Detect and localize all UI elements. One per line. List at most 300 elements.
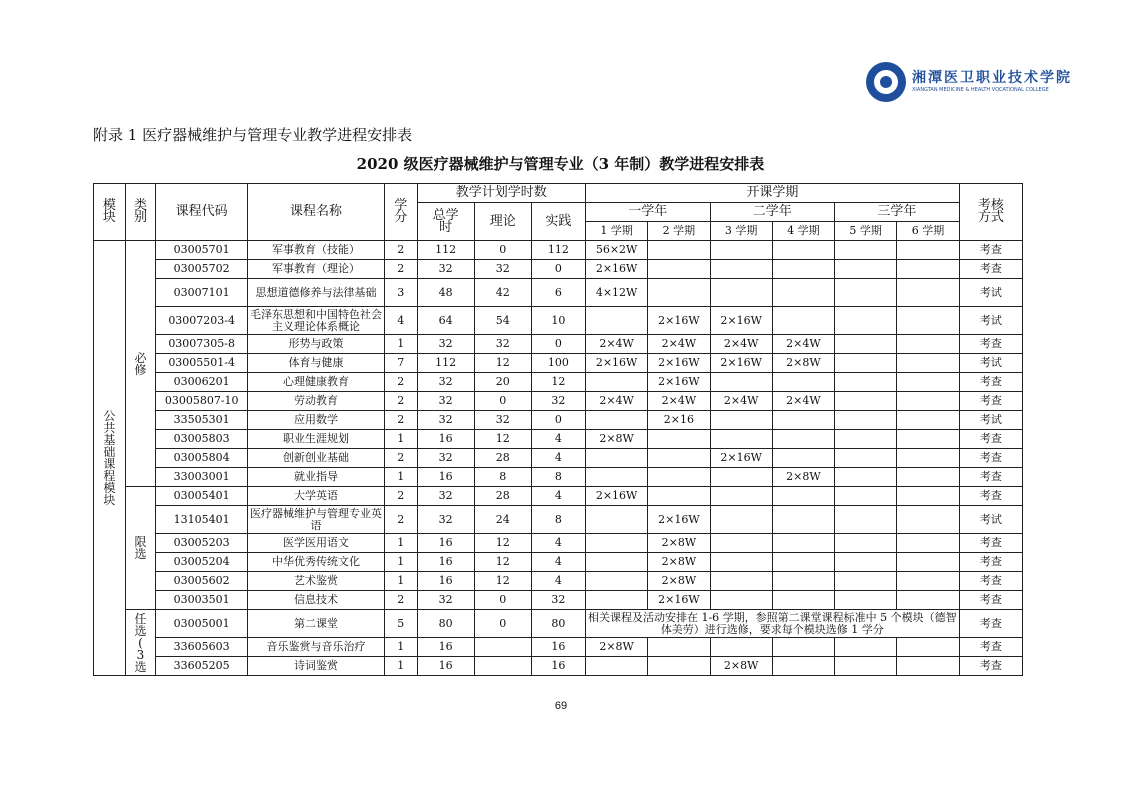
cell-t6: [897, 392, 959, 411]
cell-t1: [585, 534, 647, 553]
cell-t4: [772, 373, 834, 392]
cell-t6: [897, 487, 959, 506]
header-terms: 开课学期: [585, 184, 959, 203]
cell-theory: 12: [474, 430, 531, 449]
cell-t5: [835, 591, 897, 610]
cell-exam: 考查: [959, 468, 1022, 487]
cell-name: 体育与健康: [248, 354, 385, 373]
table-row: [94, 506, 1023, 534]
cell-t3: 2×16W: [710, 307, 772, 335]
cell-exam: 考试: [959, 411, 1022, 430]
cell-t2: [648, 260, 710, 279]
table-row: [94, 572, 1023, 591]
cell-total: 112: [417, 354, 474, 373]
cell-t3: [710, 241, 772, 260]
cell-practice: 12: [531, 373, 585, 392]
cell-credit: 1: [384, 638, 417, 657]
cell-exam: 考试: [959, 354, 1022, 373]
cell-theory: 12: [474, 572, 531, 591]
cell-name: 中华优秀传统文化: [248, 553, 385, 572]
cell-name: 军事教育（技能）: [248, 241, 385, 260]
table-row: [94, 335, 1023, 354]
table-row: [94, 487, 1023, 506]
cell-total: 16: [417, 572, 474, 591]
cell-t5: [835, 392, 897, 411]
table-row: [94, 657, 1023, 676]
header-term-5: 5 学期: [835, 222, 897, 241]
cell-code: 03007203-4: [156, 307, 248, 335]
table-row: [94, 279, 1023, 307]
header-module: 模 块: [94, 184, 126, 241]
category-required: 必 修: [125, 241, 156, 487]
cell-t6: [897, 534, 959, 553]
cell-t5: [835, 411, 897, 430]
cell-t4: 2×8W: [772, 354, 834, 373]
cell-exam: 考查: [959, 335, 1022, 354]
cell-code: 33003001: [156, 468, 248, 487]
cell-t4: [772, 553, 834, 572]
cell-t5: [835, 638, 897, 657]
cell-practice: 4: [531, 572, 585, 591]
cell-t1: 2×4W: [585, 335, 647, 354]
cell-t6: [897, 241, 959, 260]
cell-t1: [585, 657, 647, 676]
cell-code: 03005501-4: [156, 354, 248, 373]
cell-exam: 考查: [959, 430, 1022, 449]
cell-t5: [835, 487, 897, 506]
table-row: [94, 307, 1023, 335]
cell-t3: [710, 572, 772, 591]
cell-t2: [648, 241, 710, 260]
cell-practice: 0: [531, 260, 585, 279]
cell-credit: 1: [384, 657, 417, 676]
cell-t5: [835, 335, 897, 354]
cell-exam: 考试: [959, 506, 1022, 534]
cell-code: 03005203: [156, 534, 248, 553]
cell-t2: [648, 487, 710, 506]
header-category: 类 别: [125, 184, 156, 241]
cell-exam: 考查: [959, 572, 1022, 591]
cell-t1: [585, 307, 647, 335]
schedule-table: [93, 183, 1023, 676]
cell-t1: 56×2W: [585, 241, 647, 260]
table-row: [94, 553, 1023, 572]
cell-t6: [897, 335, 959, 354]
cell-exam: 考查: [959, 534, 1022, 553]
cell-t3: 2×4W: [710, 335, 772, 354]
table-title: 2020 级医疗器械维护与管理专业（3 年制）教学进程安排表: [356, 155, 765, 173]
cell-theory: 12: [474, 354, 531, 373]
cell-t6: [897, 468, 959, 487]
cell-practice: 4: [531, 534, 585, 553]
cell-total: 16: [417, 657, 474, 676]
cell-t4: [772, 487, 834, 506]
cell-credit: 2: [384, 449, 417, 468]
cell-t6: [897, 354, 959, 373]
cell-t1: [585, 591, 647, 610]
college-logo: [866, 62, 1072, 104]
cell-t2: [648, 638, 710, 657]
cell-theory: [474, 657, 531, 676]
cell-practice: 8: [531, 468, 585, 487]
cell-t2: 2×4W: [648, 392, 710, 411]
logo-english-name: XIANGTAN MEDICINE & HEALTH VOCATIONAL COLLEGE: [912, 87, 1049, 93]
cell-t2: 2×16W: [648, 506, 710, 534]
cell-t2: [648, 468, 710, 487]
table-row: [94, 638, 1023, 657]
cell-t6: [897, 638, 959, 657]
cell-theory: [474, 638, 531, 657]
cell-t3: [710, 260, 772, 279]
header-term-4: 4 学期: [772, 222, 834, 241]
cell-practice: 112: [531, 241, 585, 260]
cell-exam: 考试: [959, 279, 1022, 307]
cell-t1: 2×16W: [585, 260, 647, 279]
header-term-2: 2 学期: [648, 222, 710, 241]
cell-code: 03005804: [156, 449, 248, 468]
cell-total: 16: [417, 430, 474, 449]
table-row: [94, 392, 1023, 411]
cell-practice: 4: [531, 449, 585, 468]
cell-exam: 考查: [959, 553, 1022, 572]
cell-exam: 考查: [959, 392, 1022, 411]
header-practice: 实践: [531, 203, 585, 241]
cell-theory: 12: [474, 553, 531, 572]
cell-t6: [897, 591, 959, 610]
cell-code: 03007101: [156, 279, 248, 307]
cell-practice: 6: [531, 279, 585, 307]
cell-name: 信息技术: [248, 591, 385, 610]
cell-t4: [772, 506, 834, 534]
cell-total: 32: [417, 392, 474, 411]
table-row: [94, 534, 1023, 553]
cell-total: 112: [417, 241, 474, 260]
cell-practice: 0: [531, 335, 585, 354]
cell-t5: [835, 430, 897, 449]
table-row: [94, 449, 1023, 468]
cell-name: 应用数学: [248, 411, 385, 430]
cell-credit: 2: [384, 506, 417, 534]
cell-theory: 0: [474, 241, 531, 260]
cell-t6: [897, 411, 959, 430]
cell-t4: [772, 638, 834, 657]
cell-t6: [897, 373, 959, 392]
cell-total: 32: [417, 260, 474, 279]
cell-t2: 2×16W: [648, 354, 710, 373]
cell-credit: 1: [384, 335, 417, 354]
cell-t5: [835, 534, 897, 553]
cell-t2: 2×4W: [648, 335, 710, 354]
cell-code: 03005204: [156, 553, 248, 572]
cell-t4: [772, 449, 834, 468]
cell-theory: 32: [474, 411, 531, 430]
module-label: 公 共 基 础 课 程 模 块: [94, 241, 126, 676]
cell-t4: 2×4W: [772, 392, 834, 411]
cell-t1: [585, 373, 647, 392]
cell-code: 13105401: [156, 506, 248, 534]
cell-t2: 2×16: [648, 411, 710, 430]
cell-total: 64: [417, 307, 474, 335]
cell-t1: [585, 572, 647, 591]
cell-practice: 100: [531, 354, 585, 373]
cell-t1: 2×16W: [585, 354, 647, 373]
cell-t6: [897, 260, 959, 279]
cell-credit: 1: [384, 534, 417, 553]
cell-t5: [835, 572, 897, 591]
cell-credit: 2: [384, 373, 417, 392]
cell-t5: [835, 260, 897, 279]
cell-total: 16: [417, 638, 474, 657]
cell-name: 思想道德修养与法律基础: [248, 279, 385, 307]
cell-practice: 32: [531, 591, 585, 610]
cell-t3: 2×16W: [710, 354, 772, 373]
cell-t5: [835, 506, 897, 534]
cell-theory: 24: [474, 506, 531, 534]
cell-credit: 4: [384, 307, 417, 335]
cell-credit: 2: [384, 411, 417, 430]
cell-name: 军事教育（理论）: [248, 260, 385, 279]
cell-credit: 3: [384, 279, 417, 307]
cell-exam: 考查: [959, 449, 1022, 468]
cell-total: 16: [417, 468, 474, 487]
cell-name: 心理健康教育: [248, 373, 385, 392]
cell-t4: [772, 307, 834, 335]
cell-t5: [835, 657, 897, 676]
cell-credit: 5: [384, 610, 417, 638]
cell-credit: 1: [384, 572, 417, 591]
header-hours: 教学计划学时数: [417, 184, 585, 203]
cell-total: 32: [417, 506, 474, 534]
cell-theory: 0: [474, 610, 531, 638]
cell-code: 03005807-10: [156, 392, 248, 411]
cell-t1: 2×16W: [585, 487, 647, 506]
cell-t6: [897, 572, 959, 591]
schedule-table-body: [94, 241, 1023, 676]
cell-total: 16: [417, 553, 474, 572]
cell-t4: [772, 260, 834, 279]
cell-t6: [897, 307, 959, 335]
cell-t3: [710, 468, 772, 487]
header-code: 课程代码: [156, 184, 248, 241]
cell-code: 33505301: [156, 411, 248, 430]
cell-name: 毛泽东思想和中国特色社会主义理论体系概论: [248, 307, 385, 335]
appendix-heading: 附录 1 医疗器械维护与管理专业教学进程安排表: [93, 126, 413, 144]
cell-t1: [585, 553, 647, 572]
cell-t3: [710, 638, 772, 657]
cell-t2: 2×16W: [648, 373, 710, 392]
cell-exam: 考试: [959, 307, 1022, 335]
cell-t4: [772, 241, 834, 260]
cell-total: 16: [417, 534, 474, 553]
cell-t6: [897, 430, 959, 449]
cell-code: 03005401: [156, 487, 248, 506]
cell-t2: 2×8W: [648, 572, 710, 591]
cell-total: 48: [417, 279, 474, 307]
cell-name: 诗词鉴赏: [248, 657, 385, 676]
cell-t5: [835, 553, 897, 572]
cell-name: 大学英语: [248, 487, 385, 506]
cell-t2: [648, 449, 710, 468]
cell-credit: 1: [384, 553, 417, 572]
table-row: [94, 354, 1023, 373]
cell-exam: 考查: [959, 260, 1022, 279]
cell-t4: [772, 430, 834, 449]
cell-t6: [897, 657, 959, 676]
cell-credit: 2: [384, 241, 417, 260]
cell-t3: [710, 534, 772, 553]
header-exam: 考核 方式: [959, 184, 1022, 241]
cell-t1: [585, 411, 647, 430]
cell-t2: [648, 657, 710, 676]
cell-t1: [585, 449, 647, 468]
cell-t3: 2×16W: [710, 449, 772, 468]
page-number: 69: [554, 700, 568, 712]
cell-exam: 考查: [959, 610, 1022, 638]
table-row: [94, 430, 1023, 449]
cell-t3: [710, 591, 772, 610]
cell-theory: 28: [474, 449, 531, 468]
cell-code: 33605205: [156, 657, 248, 676]
category-elective: 任 选 ( 3 选: [125, 610, 156, 676]
cell-t4: [772, 572, 834, 591]
header-term-3: 3 学期: [710, 222, 772, 241]
cell-theory: 0: [474, 392, 531, 411]
cell-t6: [897, 506, 959, 534]
table-row: [94, 468, 1023, 487]
table-row: [94, 241, 1023, 260]
header-theory: 理论: [474, 203, 531, 241]
cell-theory: 20: [474, 373, 531, 392]
cell-total: 32: [417, 487, 474, 506]
cell-theory: 0: [474, 591, 531, 610]
header-year2: 二学年: [710, 203, 835, 222]
cell-name: 劳动教育: [248, 392, 385, 411]
cell-name: 艺术鉴赏: [248, 572, 385, 591]
cell-exam: 考查: [959, 657, 1022, 676]
cell-credit: 1: [384, 468, 417, 487]
cell-t4: [772, 534, 834, 553]
cell-t2: 2×16W: [648, 591, 710, 610]
cell-t4: [772, 411, 834, 430]
header-year1: 一学年: [585, 203, 710, 222]
cell-t3: [710, 373, 772, 392]
cell-exam: 考查: [959, 638, 1022, 657]
cell-theory: 8: [474, 468, 531, 487]
cell-code: 03007305-8: [156, 335, 248, 354]
cell-t4: [772, 591, 834, 610]
cell-theory: 32: [474, 335, 531, 354]
cell-t4: [772, 279, 834, 307]
cell-name: 职业生涯规划: [248, 430, 385, 449]
cell-practice: 8: [531, 506, 585, 534]
cell-t4: [772, 657, 834, 676]
cell-practice: 80: [531, 610, 585, 638]
cell-practice: 4: [531, 553, 585, 572]
cell-t2: 2×8W: [648, 553, 710, 572]
header-term-6: 6 学期: [897, 222, 959, 241]
cell-code: 03005803: [156, 430, 248, 449]
cell-name: 医疗器械维护与管理专业英语: [248, 506, 385, 534]
header-total: 总学 时: [417, 203, 474, 241]
cell-t1: [585, 506, 647, 534]
cell-theory: 28: [474, 487, 531, 506]
cell-t3: [710, 553, 772, 572]
cell-t3: [710, 279, 772, 307]
cell-t4: 2×8W: [772, 468, 834, 487]
cell-total: 32: [417, 591, 474, 610]
cell-t6: [897, 553, 959, 572]
cell-theory: 42: [474, 279, 531, 307]
cell-total: 32: [417, 449, 474, 468]
cell-practice: 16: [531, 638, 585, 657]
cell-t3: [710, 487, 772, 506]
cell-total: 32: [417, 335, 474, 354]
header-year3: 三学年: [835, 203, 960, 222]
cell-practice: 10: [531, 307, 585, 335]
cell-t5: [835, 279, 897, 307]
cell-credit: 2: [384, 260, 417, 279]
cell-code: 03005602: [156, 572, 248, 591]
cell-name: 就业指导: [248, 468, 385, 487]
cell-exam: 考查: [959, 373, 1022, 392]
cell-practice: 16: [531, 657, 585, 676]
cell-exam: 考查: [959, 591, 1022, 610]
cell-practice: 0: [531, 411, 585, 430]
cell-theory: 12: [474, 534, 531, 553]
table-row: [94, 591, 1023, 610]
cell-credit: 2: [384, 392, 417, 411]
header-credit: 学 分: [384, 184, 417, 241]
cell-exam: 考查: [959, 487, 1022, 506]
cell-t1: 2×4W: [585, 392, 647, 411]
cell-t1: [585, 468, 647, 487]
cell-credit: 2: [384, 591, 417, 610]
cell-t2: [648, 279, 710, 307]
cell-theory: 32: [474, 260, 531, 279]
table-row: [94, 411, 1023, 430]
cell-t2: [648, 430, 710, 449]
cell-name: 创新创业基础: [248, 449, 385, 468]
cell-t6: [897, 449, 959, 468]
table-row: [94, 373, 1023, 392]
cell-t1: 4×12W: [585, 279, 647, 307]
cell-t1: 2×8W: [585, 638, 647, 657]
cell-total: 32: [417, 411, 474, 430]
logo-chinese-name: 湘潭医卫职业技术学院: [912, 70, 1072, 86]
cell-practice: 4: [531, 487, 585, 506]
header-term-1: 1 学期: [585, 222, 647, 241]
cell-name: 音乐鉴赏与音乐治疗: [248, 638, 385, 657]
cell-code: 03005001: [156, 610, 248, 638]
cell-t5: [835, 307, 897, 335]
cell-code: 03005701: [156, 241, 248, 260]
cell-t2: 2×16W: [648, 307, 710, 335]
category-limited: 限 选: [125, 487, 156, 610]
cell-t3: [710, 411, 772, 430]
cell-t1: 2×8W: [585, 430, 647, 449]
cell-name: 第二课堂: [248, 610, 385, 638]
cell-total: 32: [417, 373, 474, 392]
table-row: [94, 610, 1023, 638]
cell-note: 相关课程及活动安排在 1-6 学期，参照第二课堂课程标准中 5 个模块（德智体美劳）进行选修，要求每个模块选修 1 学分: [585, 610, 959, 638]
cell-credit: 1: [384, 430, 417, 449]
cell-name: 形势与政策: [248, 335, 385, 354]
cell-exam: 考查: [959, 241, 1022, 260]
cell-t3: 2×8W: [710, 657, 772, 676]
table-row: [94, 260, 1023, 279]
cell-theory: 54: [474, 307, 531, 335]
cell-practice: 32: [531, 392, 585, 411]
